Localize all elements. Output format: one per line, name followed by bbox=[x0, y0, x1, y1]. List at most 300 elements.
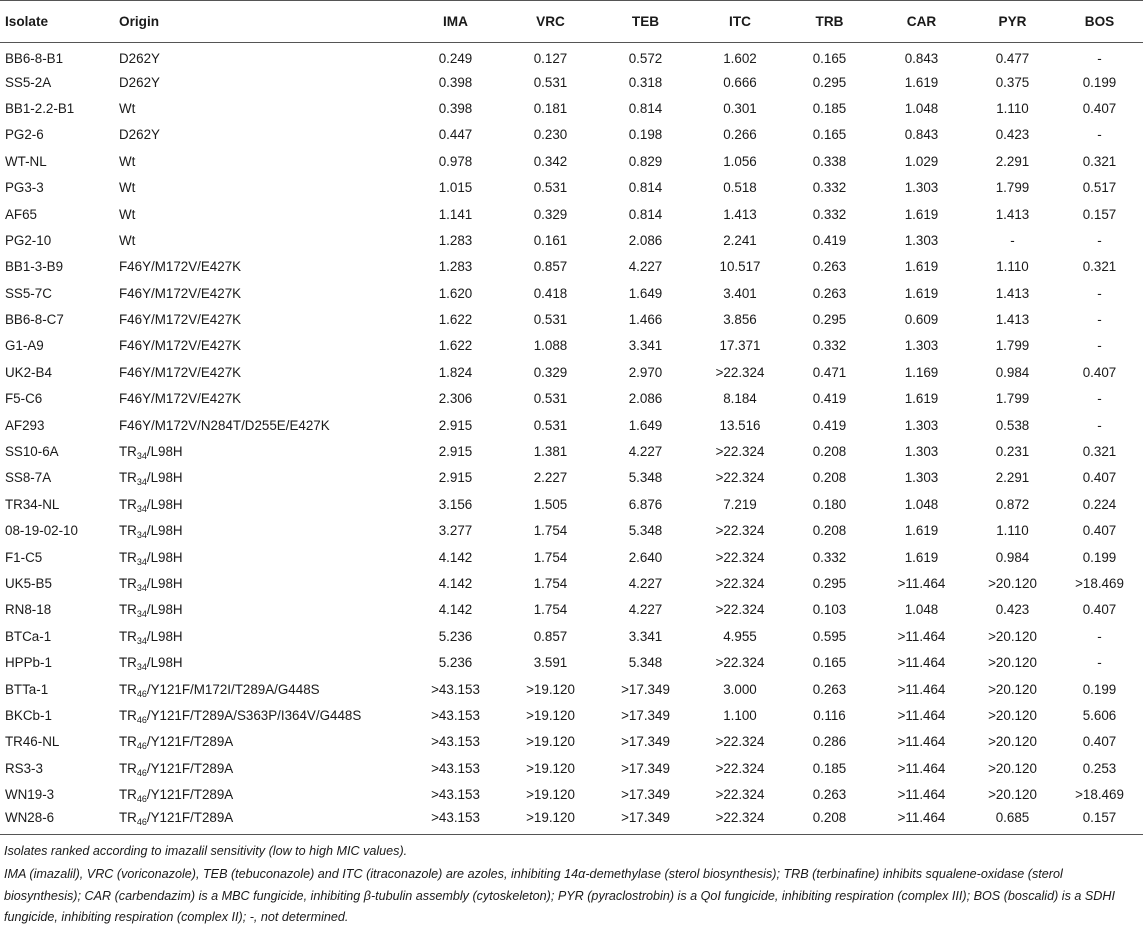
mic-value-cell: 5.606 bbox=[1082, 707, 1117, 723]
origin-cell bbox=[119, 174, 406, 200]
isolate-cell: BB1-2.2-B1 bbox=[5, 100, 75, 116]
mic-value-cell: 0.471 bbox=[812, 364, 847, 380]
origin-subscript: 46 bbox=[136, 794, 147, 805]
origin-cell bbox=[119, 570, 406, 596]
mic-value-cell: 0.286 bbox=[812, 734, 847, 750]
mic-value-cell: 1.619 bbox=[904, 74, 939, 90]
origin-cell bbox=[119, 676, 406, 702]
mic-value-cell: 0.329 bbox=[533, 206, 568, 222]
table-row bbox=[0, 491, 1143, 517]
mic-value-cell: >22.324 bbox=[715, 549, 765, 565]
mic-value-cell: 1.799 bbox=[995, 391, 1030, 407]
table-row bbox=[0, 359, 1143, 385]
mic-value-cell: 1.100 bbox=[723, 707, 757, 723]
mic-value-cell: 1.799 bbox=[995, 338, 1030, 354]
table-body bbox=[0, 43, 1143, 835]
isolate-cell: F5-C6 bbox=[5, 391, 43, 407]
footnote-abbreviations: IMA (imazalil), VRC (voriconazole), TEB (tebuconazole) and ITC (itraconazole) are azoles, inhibiting 14α-demethylase (sterol biosynthesis); TRB (terbinafine) inhibits squalene-oxidase (sterol biosynthesis); CAR (carbendazim) is a MBC fungicide, inhibiting β-tubulin assembly (cytoskeleton); PYR (pyraclostrobin) is a QoI fungicide, inhibiting respiration (complex III); BOS (boscalid) is a SDHI fungicide, inhibiting respiration (complex II); -, not determined. bbox=[4, 867, 1115, 925]
mic-value-cell: 4.227 bbox=[628, 576, 663, 591]
mic-value-cell: >20.120 bbox=[988, 628, 1037, 644]
mic-value-cell: - bbox=[1097, 312, 1102, 328]
origin-cell bbox=[119, 412, 406, 438]
mic-value-cell: 0.198 bbox=[628, 127, 663, 143]
mic-value-cell: >19.120 bbox=[526, 787, 575, 803]
mic-value-cell: >22.324 bbox=[715, 655, 765, 671]
table-row bbox=[0, 755, 1143, 781]
isolate-cell: AF293 bbox=[5, 417, 45, 433]
mic-value-cell: 0.419 bbox=[812, 417, 847, 433]
isolate-cell: SS5-2A bbox=[5, 74, 52, 90]
mic-value-cell: 0.407 bbox=[1082, 602, 1117, 618]
origin-text: TR bbox=[119, 628, 137, 644]
mic-value-cell: 0.857 bbox=[533, 628, 568, 644]
mic-value-cell: 4.227 bbox=[628, 259, 663, 275]
mic-value-cell: 1.619 bbox=[904, 523, 939, 539]
origin-text: F46Y/M172V/N284T/D255E/E427K bbox=[119, 417, 330, 433]
mic-value-cell: >22.324 bbox=[715, 444, 765, 460]
mic-value-cell: >19.120 bbox=[526, 681, 575, 697]
mic-value-cell: >20.120 bbox=[988, 655, 1037, 671]
mic-value-cell: 0.329 bbox=[533, 364, 568, 380]
mic-value-cell: - bbox=[1097, 232, 1102, 248]
mic-value-cell: 0.843 bbox=[904, 127, 939, 143]
mic-value-cell: 4.142 bbox=[438, 576, 473, 591]
mic-value-cell: 0.407 bbox=[1082, 100, 1117, 116]
mic-value-cell: 5.348 bbox=[628, 470, 663, 486]
isolate-cell: BB6-8-B1 bbox=[5, 51, 64, 67]
origin-cell bbox=[119, 333, 406, 359]
origin-text-suffix: /Y121F/T289A/S363P/I364V/G448S bbox=[146, 707, 362, 723]
origin-cell bbox=[119, 306, 406, 332]
mic-value-cell: 1.303 bbox=[904, 417, 939, 433]
mic-value-cell: 2.306 bbox=[438, 391, 473, 407]
mic-value-cell: 0.157 bbox=[1082, 810, 1117, 826]
origin-cell bbox=[119, 702, 406, 728]
origin-cell bbox=[119, 518, 406, 544]
mic-value-cell: 0.531 bbox=[533, 180, 568, 196]
mic-value-cell: 3.000 bbox=[723, 681, 757, 697]
table-row bbox=[0, 570, 1143, 596]
origin-text-suffix: /Y121F/T289A bbox=[146, 810, 234, 826]
column-header: IMA bbox=[443, 14, 468, 29]
mic-value-cell: >22.324 bbox=[715, 470, 765, 486]
mic-value-cell: 4.955 bbox=[723, 628, 757, 644]
origin-subscript: 34 bbox=[136, 451, 147, 462]
mic-value-cell: 2.915 bbox=[438, 470, 473, 486]
origin-text: Wt bbox=[119, 206, 136, 222]
origin-text: F46Y/M172V/E427K bbox=[119, 285, 242, 301]
column-header: ITC bbox=[729, 14, 751, 29]
mic-value-cell: 0.814 bbox=[628, 180, 663, 196]
origin-text: Wt bbox=[119, 153, 136, 169]
mic-value-cell: 0.249 bbox=[438, 51, 473, 67]
mic-value-cell: 2.086 bbox=[628, 232, 663, 248]
mic-value-cell: 1.110 bbox=[996, 100, 1029, 116]
mic-value-cell: 0.984 bbox=[995, 549, 1030, 565]
mic-value-cell: 2.241 bbox=[723, 232, 757, 248]
mic-value-cell: >43.153 bbox=[431, 760, 480, 776]
mic-value-cell: 1.381 bbox=[533, 444, 568, 460]
mic-value-cell: 0.572 bbox=[628, 51, 663, 67]
mic-value-cell: >22.324 bbox=[715, 787, 765, 803]
mic-value-cell: 1.649 bbox=[628, 417, 663, 433]
origin-text: F46Y/M172V/E427K bbox=[119, 338, 242, 354]
mic-value-cell: 13.516 bbox=[719, 417, 761, 433]
mic-value-cell: 1.303 bbox=[904, 338, 939, 354]
mic-value-cell: 0.398 bbox=[438, 100, 473, 116]
origin-text-suffix: /L98H bbox=[146, 602, 183, 618]
mic-value-cell: >19.120 bbox=[526, 810, 575, 826]
mic-value-cell: 0.157 bbox=[1082, 206, 1117, 222]
table-row bbox=[0, 201, 1143, 227]
origin-cell bbox=[119, 43, 406, 69]
mic-value-cell: 1.413 bbox=[723, 206, 757, 222]
mic-value-cell: 1.413 bbox=[995, 206, 1030, 222]
mic-value-cell: 1.283 bbox=[438, 232, 473, 248]
mic-value-cell: 0.517 bbox=[1082, 180, 1117, 196]
mic-value-cell: 0.666 bbox=[723, 74, 757, 90]
mic-value-cell: 0.407 bbox=[1082, 734, 1117, 750]
origin-cell bbox=[119, 465, 406, 491]
table-row bbox=[0, 808, 1143, 834]
mic-value-cell: 17.371 bbox=[719, 338, 761, 354]
origin-cell bbox=[119, 649, 406, 675]
mic-value-cell: >22.324 bbox=[715, 760, 765, 776]
mic-value-cell: 0.165 bbox=[812, 127, 847, 143]
mic-value-cell: >17.349 bbox=[621, 760, 670, 776]
mic-value-cell: 2.970 bbox=[628, 364, 663, 380]
origin-text-suffix: /Y121F/M172I/T289A/G448S bbox=[146, 681, 320, 697]
origin-text: TR bbox=[119, 760, 137, 776]
mic-value-cell: >11.464 bbox=[897, 681, 946, 697]
mic-value-cell: 0.332 bbox=[812, 180, 847, 196]
mic-value-cell: 1.619 bbox=[904, 285, 939, 301]
origin-text-suffix: /Y121F/T289A bbox=[146, 734, 234, 750]
mic-value-cell: >17.349 bbox=[621, 734, 670, 750]
mic-value-cell: 1.602 bbox=[723, 51, 757, 67]
table-row bbox=[0, 544, 1143, 570]
isolate-cell: HPPb-1 bbox=[5, 655, 52, 671]
origin-text: TR bbox=[119, 444, 137, 460]
mic-value-cell: >19.120 bbox=[526, 760, 575, 776]
column-header: VRC bbox=[536, 14, 565, 29]
origin-text-suffix: /L98H bbox=[146, 576, 183, 591]
column-header: Isolate bbox=[5, 14, 49, 29]
origin-cell bbox=[119, 597, 406, 623]
mic-value-cell: >43.153 bbox=[431, 707, 480, 723]
origin-subscript: 34 bbox=[136, 609, 147, 620]
isolate-cell: PG3-3 bbox=[5, 180, 44, 196]
isolate-cell: BTTa-1 bbox=[5, 681, 49, 697]
origin-cell bbox=[119, 122, 406, 148]
origin-text-suffix: /L98H bbox=[146, 496, 183, 512]
mic-value-cell: 0.338 bbox=[812, 153, 847, 169]
origin-text: TR bbox=[119, 549, 137, 565]
mic-value-cell: >18.469 bbox=[1075, 787, 1124, 803]
origin-subscript: 34 bbox=[136, 635, 147, 646]
mic-value-cell: 8.184 bbox=[723, 391, 757, 407]
origin-text: TR bbox=[119, 576, 137, 591]
origin-cell bbox=[119, 438, 406, 464]
mic-value-cell: 0.843 bbox=[904, 51, 939, 67]
mic-value-cell: >20.120 bbox=[988, 760, 1037, 776]
mic-value-cell: 4.227 bbox=[628, 602, 663, 618]
origin-text-suffix: /L98H bbox=[146, 444, 183, 460]
mic-value-cell: 0.814 bbox=[628, 206, 663, 222]
origin-cell bbox=[119, 544, 406, 570]
mic-value-cell: 0.423 bbox=[995, 127, 1030, 143]
mic-value-cell: 3.277 bbox=[438, 523, 473, 539]
mic-value-cell: 0.263 bbox=[812, 259, 847, 275]
footnote-ranking: Isolates ranked according to imazalil sensitivity (low to high MIC values). bbox=[4, 843, 408, 858]
column-header: Origin bbox=[119, 14, 160, 29]
table-row bbox=[0, 254, 1143, 280]
isolate-cell: TR46-NL bbox=[5, 734, 60, 750]
mic-value-cell: >20.120 bbox=[988, 576, 1037, 591]
origin-subscript: 34 bbox=[136, 556, 147, 567]
origin-cell bbox=[119, 69, 406, 95]
mic-value-cell: 5.236 bbox=[438, 655, 473, 671]
mic-value-cell: 0.423 bbox=[995, 602, 1030, 618]
mic-value-cell: 1.029 bbox=[904, 153, 939, 169]
isolate-cell: RN8-18 bbox=[5, 602, 52, 618]
table-row bbox=[0, 781, 1143, 807]
table-row bbox=[0, 306, 1143, 332]
origin-text: TR bbox=[119, 787, 137, 803]
origin-text: TR bbox=[119, 602, 137, 618]
mic-value-cell: 0.208 bbox=[812, 810, 847, 826]
mic-value-cell: 0.531 bbox=[533, 391, 568, 407]
mic-value-cell: 5.236 bbox=[438, 628, 473, 644]
mic-value-cell: 4.142 bbox=[438, 602, 473, 618]
table-row bbox=[0, 412, 1143, 438]
mic-value-cell: 0.332 bbox=[812, 338, 847, 354]
mic-value-cell: 1.824 bbox=[438, 364, 473, 380]
mic-value-cell: 1.466 bbox=[628, 312, 663, 328]
origin-text: TR bbox=[119, 734, 137, 750]
mic-value-cell: >11.464 bbox=[897, 810, 946, 826]
mic-value-cell: 0.531 bbox=[533, 74, 568, 90]
mic-value-cell: 2.291 bbox=[995, 153, 1030, 169]
table-row bbox=[0, 518, 1143, 544]
mic-value-cell: 2.227 bbox=[533, 470, 568, 486]
mic-value-cell: 7.219 bbox=[723, 496, 757, 512]
origin-cell bbox=[119, 280, 406, 306]
mic-value-cell: >17.349 bbox=[621, 681, 670, 697]
mic-value-cell: >22.324 bbox=[715, 602, 765, 618]
origin-subscript: 34 bbox=[136, 662, 147, 673]
isolate-cell: G1-A9 bbox=[5, 338, 44, 354]
mic-value-cell: >11.464 bbox=[897, 787, 946, 803]
mic-value-cell: 0.518 bbox=[723, 180, 757, 196]
origin-text: TR bbox=[119, 810, 137, 826]
mic-value-cell: 0.266 bbox=[723, 127, 757, 143]
column-header: BOS bbox=[1084, 14, 1115, 29]
mic-value-cell: 1.649 bbox=[628, 285, 663, 301]
mic-value-cell: 1.303 bbox=[904, 232, 939, 248]
mic-value-cell: >17.349 bbox=[621, 787, 670, 803]
mic-value-cell: - bbox=[1097, 655, 1102, 671]
mic-value-cell: 0.230 bbox=[533, 127, 568, 143]
mic-value-cell: >43.153 bbox=[431, 681, 480, 697]
mic-value-cell: 0.199 bbox=[1082, 681, 1117, 697]
mic-value-cell: 2.086 bbox=[628, 391, 663, 407]
origin-cell bbox=[119, 359, 406, 385]
mic-value-cell: 1.620 bbox=[438, 285, 473, 301]
column-header: TRB bbox=[815, 14, 844, 29]
mic-value-cell: 1.619 bbox=[904, 259, 939, 275]
mic-value-cell: - bbox=[1097, 338, 1102, 354]
origin-text: TR bbox=[119, 655, 137, 671]
mic-value-cell: 0.295 bbox=[812, 74, 847, 90]
mic-value-cell: 0.116 bbox=[813, 707, 846, 723]
mic-value-cell: >11.464 bbox=[897, 734, 946, 750]
origin-cell bbox=[119, 491, 406, 517]
mic-value-cell: 0.419 bbox=[812, 391, 847, 407]
mic-value-cell: 2.915 bbox=[438, 444, 473, 460]
mic-value-cell: >22.324 bbox=[715, 810, 765, 826]
mic-value-cell: 2.915 bbox=[438, 417, 473, 433]
origin-text: TR bbox=[119, 470, 137, 486]
mic-value-cell: 0.398 bbox=[438, 74, 473, 90]
table-row bbox=[0, 333, 1143, 359]
mic-value-cell: 1.048 bbox=[904, 100, 939, 116]
mic-value-cell: 1.754 bbox=[533, 602, 568, 618]
mic-value-cell: >22.324 bbox=[715, 523, 765, 539]
table-row bbox=[0, 729, 1143, 755]
isolate-cell: PG2-10 bbox=[5, 232, 52, 248]
origin-subscript: 34 bbox=[136, 477, 147, 488]
origin-text: D262Y bbox=[119, 127, 160, 143]
origin-text: Wt bbox=[119, 180, 136, 196]
mic-value-cell: >20.120 bbox=[988, 681, 1037, 697]
mic-value-cell: >22.324 bbox=[715, 364, 765, 380]
origin-text-suffix: /L98H bbox=[146, 523, 183, 539]
table-row bbox=[0, 386, 1143, 412]
origin-subscript: 34 bbox=[136, 530, 147, 541]
mic-value-cell: 0.477 bbox=[995, 51, 1030, 67]
column-header: TEB bbox=[631, 14, 660, 29]
mic-value-cell: 1.754 bbox=[533, 549, 568, 565]
mic-value-cell: >43.153 bbox=[431, 734, 480, 750]
mic-value-cell: 0.332 bbox=[812, 549, 847, 565]
isolate-cell: F1-C5 bbox=[5, 549, 43, 565]
mic-value-cell: 1.619 bbox=[904, 549, 939, 565]
origin-text-suffix: /L98H bbox=[146, 470, 183, 486]
mic-value-cell: >22.324 bbox=[715, 734, 765, 750]
mic-value-cell: 1.015 bbox=[438, 180, 473, 196]
mic-value-cell: 5.348 bbox=[628, 655, 663, 671]
mic-value-cell: 1.169 bbox=[904, 364, 939, 380]
mic-value-cell: 1.413 bbox=[995, 285, 1030, 301]
origin-subscript: 46 bbox=[136, 714, 147, 725]
isolate-cell: SS5-7C bbox=[5, 285, 52, 301]
mic-value-cell: 1.619 bbox=[904, 391, 939, 407]
mic-value-cell: - bbox=[1010, 232, 1015, 248]
mic-value-cell: 1.141 bbox=[438, 206, 473, 222]
origin-text: Wt bbox=[119, 232, 136, 248]
mic-value-cell: 1.283 bbox=[438, 259, 473, 275]
origin-cell bbox=[119, 201, 406, 227]
mic-value-cell: 0.332 bbox=[812, 206, 847, 222]
column-header: CAR bbox=[906, 14, 937, 29]
isolate-cell: BKCb-1 bbox=[5, 707, 52, 723]
table-row bbox=[0, 702, 1143, 728]
mic-value-cell: 0.407 bbox=[1082, 470, 1117, 486]
mic-value-cell: 0.208 bbox=[812, 444, 847, 460]
table-row bbox=[0, 438, 1143, 464]
origin-cell bbox=[119, 623, 406, 649]
isolate-cell: UK2-B4 bbox=[5, 364, 52, 380]
table-row bbox=[0, 649, 1143, 675]
origin-subscript: 34 bbox=[136, 503, 147, 514]
mic-value-cell: 1.754 bbox=[533, 523, 568, 539]
mic-value-cell: 0.321 bbox=[1082, 153, 1117, 169]
origin-text: F46Y/M172V/E427K bbox=[119, 364, 242, 380]
mic-value-cell: 1.622 bbox=[438, 312, 473, 328]
mic-value-cell: 3.156 bbox=[438, 496, 473, 512]
mic-value-cell: 0.342 bbox=[533, 153, 568, 169]
mic-value-cell: >20.120 bbox=[988, 734, 1037, 750]
mic-value-cell: 1.088 bbox=[533, 338, 568, 354]
isolate-cell: BB6-8-C7 bbox=[5, 312, 64, 328]
origin-text: TR bbox=[119, 523, 137, 539]
mic-value-cell: 0.609 bbox=[904, 312, 939, 328]
mic-value-cell: 0.984 bbox=[995, 364, 1030, 380]
mic-value-cell: 0.165 bbox=[812, 655, 847, 671]
mic-value-cell: >11.464 bbox=[897, 655, 946, 671]
isolate-cell: SS8-7A bbox=[5, 470, 52, 486]
isolate-cell: BB1-3-B9 bbox=[5, 259, 64, 275]
origin-cell bbox=[119, 227, 406, 253]
table-row bbox=[0, 227, 1143, 253]
mic-value-cell: 0.165 bbox=[812, 51, 847, 67]
origin-text: D262Y bbox=[119, 51, 160, 67]
mic-value-cell: - bbox=[1097, 391, 1102, 407]
origin-cell bbox=[119, 386, 406, 412]
mic-value-cell: 0.301 bbox=[723, 100, 757, 116]
origin-cell bbox=[119, 729, 406, 755]
mic-value-cell: 3.591 bbox=[533, 655, 568, 671]
table-row bbox=[0, 280, 1143, 306]
mic-value-cell: 0.407 bbox=[1082, 364, 1117, 380]
mic-value-cell: 6.876 bbox=[628, 496, 663, 512]
mic-value-cell: - bbox=[1097, 51, 1102, 67]
mic-value-cell: 0.263 bbox=[812, 285, 847, 301]
mic-value-cell: 10.517 bbox=[719, 259, 761, 275]
mic-value-cell: 4.142 bbox=[438, 549, 473, 565]
mic-value-cell: >20.120 bbox=[988, 707, 1037, 723]
table-row bbox=[0, 122, 1143, 148]
mic-value-cell: 0.419 bbox=[812, 232, 847, 248]
mic-value-cell: 0.161 bbox=[533, 232, 568, 248]
isolate-cell: BTCa-1 bbox=[5, 628, 52, 644]
mic-value-cell: >17.349 bbox=[621, 707, 670, 723]
origin-cell bbox=[119, 95, 406, 121]
mic-value-cell: 0.829 bbox=[628, 153, 663, 169]
origin-subscript: 46 bbox=[136, 741, 147, 752]
mic-value-cell: 1.505 bbox=[533, 496, 568, 512]
origin-subscript: 46 bbox=[136, 688, 147, 699]
table-row bbox=[0, 69, 1143, 95]
isolate-cell: TR34-NL bbox=[5, 496, 60, 512]
table-row bbox=[0, 43, 1143, 69]
origin-text: Wt bbox=[119, 100, 136, 116]
isolate-cell: UK5-B5 bbox=[5, 576, 52, 591]
mic-value-cell: 1.754 bbox=[533, 576, 568, 591]
origin-text: F46Y/M172V/E427K bbox=[119, 312, 242, 328]
mic-value-cell: 0.418 bbox=[533, 285, 568, 301]
